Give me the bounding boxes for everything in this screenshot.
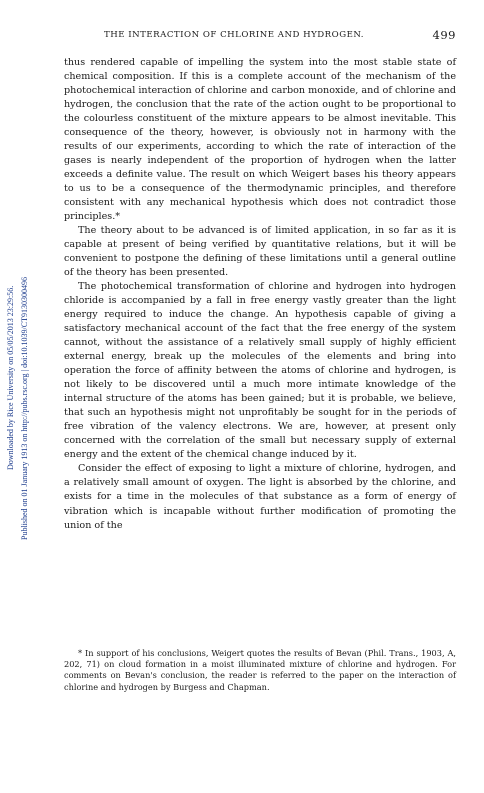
publication-notice-text: Published on 01 January 1913 on http://pubs.rsc.org | doi:10.1039/CT9130300496 xyxy=(20,276,29,540)
running-header xyxy=(64,28,456,42)
page-number: 499 xyxy=(432,28,456,42)
paragraph-1: thus rendered capable of impelling the system into the most stable state of chemical composition. If this is a complete account of the mechanism of the photochemical interaction of chlorine and carbon monoxide, and of chlorine and hydrogen, the conclusion that the rate of the action ought to be proportional to the colourless constituent of the mixture appears to be almost inevitable. This consequence of the theory, however, is obviously not in harmony with the results of our experiments, according to which the rate of interaction of the gases is nearly independent of the proportion of hydrogen when the latter exceeds a definite value. The result on which Weigert bases his theory appears to us to be a consequence of the thermodynamic principles, and therefore consistent with any mechanical hypothesis which does not contradict those principles.* xyxy=(64,57,456,223)
download-notice[interactable] xyxy=(6,286,15,470)
footnote-text: * In support of his conclusions, Weigert quotes the results of Bevan (Phil. Trans., 1903, A, 202, 71) on cloud formation in a moist illuminated mixture of chlorine and hydrogen. For comments on Bevan's conclusion, the reader is referred to the paper on the interaction of chlorine and hydrogen by Burgess and Chapman. xyxy=(64,648,456,692)
publication-notice[interactable] xyxy=(20,277,29,540)
article-body xyxy=(64,56,456,533)
paragraph-2: The theory about to be advanced is of limited application, in so far as it is capable at present of being verified by quantitative relations, but it will be convenient to postpone the defining of these limitations until a general outline of the theory has been presented. xyxy=(64,225,456,279)
paragraph-4: Consider the effect of exposing to light a mixture of chlorine, hydrogen, and a relatively small amount of oxygen. The light is absorbed by the chlorine, and exists for a time in the molecules of that substance as a form of energy of vibration which is incapable without further modification of promoting the union of the xyxy=(64,463,456,531)
footnote xyxy=(64,648,456,693)
download-notice-text: Downloaded by Rice University on 05/05/2013 23:29:56. xyxy=(6,285,15,470)
running-title: THE INTERACTION OF CHLORINE AND HYDROGEN. xyxy=(104,30,365,40)
paragraph-3: The photochemical transformation of chlorine and hydrogen into hydrogen chloride is accompanied by a fall in free energy vastly greater than the light energy required to induce the change. An hypothesis capable of giving a satisfactory mechanical account of the fact that the free energy of the system cannot, without the assistance of a relatively small supply of highly efficient external energy, break up the molecules of the elements and bring into operation the force of affinity between the atoms of chlorine and hydrogen, is not likely to be discovered until a much more intimate knowledge of the internal structure of the atoms has been gained; but it is probable, we believe, that such an hypothesis might not unprofitably be sought for in the periods of free vibration of the valency electrons. We are, however, at present only concerned with the correlation of the small but necessary supply of external energy and the extent of the chemical change induced by it. xyxy=(64,281,456,461)
